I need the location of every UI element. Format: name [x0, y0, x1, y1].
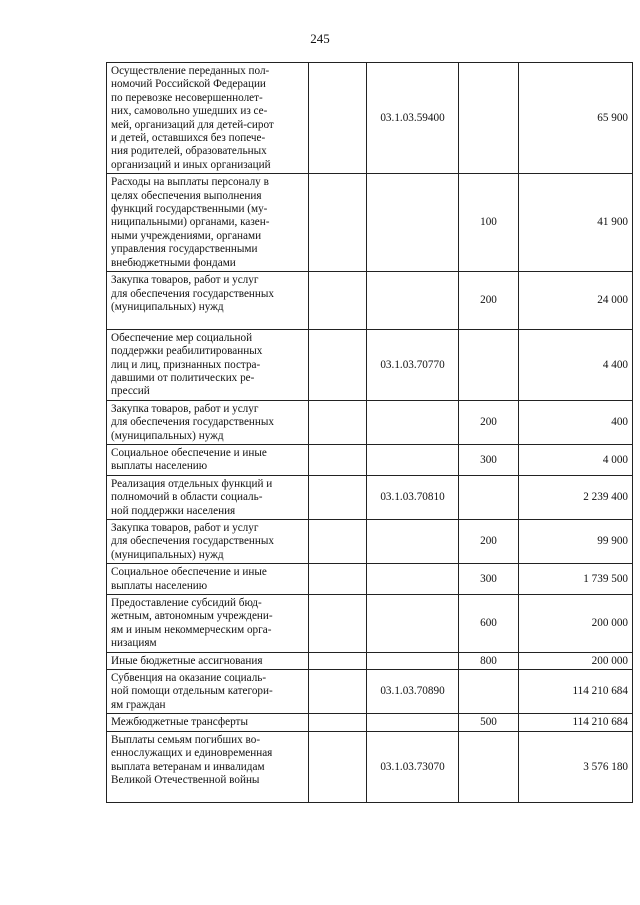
- row-amount-cell: 65 900: [519, 63, 633, 174]
- empty-cell: [309, 174, 367, 272]
- row-name-line: Расходы на выплаты персоналу в: [111, 176, 269, 189]
- row-code-cell: [367, 564, 459, 595]
- row-name-line: Субвенция на оказание социаль-: [111, 672, 267, 685]
- budget-table: [106, 62, 633, 803]
- row-name-line: еннослужащих и единовременная: [111, 747, 273, 760]
- row-name-line: Социальное обеспечение и иные: [111, 566, 267, 579]
- row-amount-cell: 114 210 684: [519, 714, 633, 731]
- table-row: [107, 652, 633, 669]
- row-code-cell: [367, 520, 459, 564]
- row-amount-cell: 1 739 500: [519, 564, 633, 595]
- row-amount-cell: 114 210 684: [519, 670, 633, 714]
- row-name-line: и детей, оставшихся без попече-: [111, 132, 266, 145]
- row-name-line: выплаты населению: [111, 460, 208, 473]
- row-name-cell: [107, 272, 309, 330]
- row-amount-cell: 24 000: [519, 272, 633, 330]
- row-expense-type-cell: 500: [459, 714, 519, 731]
- row-code-cell: 03.1.03.70770: [367, 329, 459, 400]
- row-name-cell: [107, 329, 309, 400]
- row-expense-type-cell: 300: [459, 564, 519, 595]
- row-name-line: выплата ветеранам и инвалидам: [111, 760, 265, 773]
- empty-cell: [309, 329, 367, 400]
- row-code-cell: 03.1.03.73070: [367, 731, 459, 802]
- empty-cell: [309, 444, 367, 475]
- row-expense-type-cell: 200: [459, 400, 519, 444]
- page-number: 245: [310, 31, 330, 46]
- row-name-line: прессий: [111, 385, 150, 398]
- row-name-line: выплаты населению: [111, 579, 208, 592]
- table-row: [107, 714, 633, 731]
- row-name-line: жетным, автономным учреждени-: [111, 610, 273, 623]
- table-row: [107, 444, 633, 475]
- row-name-line: ям граждан: [111, 698, 166, 711]
- row-expense-type-cell: 800: [459, 652, 519, 669]
- row-code-cell: 03.1.03.59400: [367, 63, 459, 174]
- row-code-cell: [367, 714, 459, 731]
- row-name-line: полномочий в области социаль-: [111, 491, 263, 504]
- row-expense-type-cell: [459, 670, 519, 714]
- empty-cell: [309, 63, 367, 174]
- row-code-cell: [367, 272, 459, 330]
- table-row: [107, 595, 633, 653]
- row-name-line: внебюджетными фондами: [111, 256, 236, 269]
- row-amount-cell: 3 576 180: [519, 731, 633, 802]
- row-code-cell: 03.1.03.70810: [367, 475, 459, 519]
- row-name-line: для обеспечения государственных: [111, 535, 275, 548]
- row-amount-cell: 4 000: [519, 444, 633, 475]
- row-amount-cell: 200 000: [519, 652, 633, 669]
- row-expense-type-cell: 300: [459, 444, 519, 475]
- row-name-cell: [107, 400, 309, 444]
- row-name-cell: [107, 444, 309, 475]
- row-name-line: [111, 787, 304, 800]
- row-name-line: поддержки реабилитированных: [111, 345, 263, 358]
- row-name-line: Выплаты семьям погибших во-: [111, 733, 261, 746]
- table-row: [107, 400, 633, 444]
- row-expense-type-cell: 100: [459, 174, 519, 272]
- table-row: [107, 731, 633, 802]
- row-name-line: ям и иным некоммерческим орга-: [111, 623, 272, 636]
- row-name-line: ной помощи отдельным категори-: [111, 685, 273, 698]
- row-name-line: Закупка товаров, работ и услуг: [111, 402, 259, 415]
- row-name-line: Социальное обеспечение и иные: [111, 446, 267, 459]
- table-row: [107, 670, 633, 714]
- row-name-line: Обеспечение мер социальной: [111, 331, 253, 344]
- empty-cell: [309, 400, 367, 444]
- empty-cell: [309, 564, 367, 595]
- row-name-line: для обеспечения государственных: [111, 287, 275, 300]
- row-expense-type-cell: [459, 475, 519, 519]
- empty-cell: [309, 652, 367, 669]
- row-name-line: функций государственными (му-: [111, 203, 268, 216]
- row-name-line: (муниципальных) нужд: [111, 548, 224, 561]
- row-name-cell: [107, 564, 309, 595]
- row-expense-type-cell: 600: [459, 595, 519, 653]
- row-name-line: Иные бюджетные ассигнования: [111, 654, 263, 667]
- row-code-cell: [367, 174, 459, 272]
- table-row: [107, 564, 633, 595]
- row-code-cell: [367, 595, 459, 653]
- row-name-line: Реализация отдельных функций и: [111, 477, 273, 490]
- row-name-cell: [107, 520, 309, 564]
- row-name-line: [111, 314, 304, 327]
- row-name-line: организаций и иных организаций: [111, 158, 271, 171]
- row-name-line: (муниципальных) нужд: [111, 429, 224, 442]
- row-name-line: (муниципальных) нужд: [111, 300, 224, 313]
- row-name-line: Предоставление субсидий бюд-: [111, 597, 262, 610]
- budget-table-body: [107, 63, 633, 803]
- row-expense-type-cell: 200: [459, 272, 519, 330]
- row-amount-cell: 4 400: [519, 329, 633, 400]
- row-name-line: них, самовольно ушедших из се-: [111, 105, 268, 118]
- table-row: [107, 272, 633, 330]
- row-amount-cell: 200 000: [519, 595, 633, 653]
- table-row: [107, 475, 633, 519]
- row-amount-cell: 99 900: [519, 520, 633, 564]
- row-name-line: ниципальными) органами, казен-: [111, 216, 270, 229]
- row-name-cell: [107, 174, 309, 272]
- row-name-line: Великой Отечественной войны: [111, 773, 260, 786]
- row-code-cell: 03.1.03.70890: [367, 670, 459, 714]
- row-name-line: Осуществление переданных пол-: [111, 65, 270, 77]
- table-row: [107, 329, 633, 400]
- empty-cell: [309, 520, 367, 564]
- row-code-cell: [367, 400, 459, 444]
- row-expense-type-cell: 200: [459, 520, 519, 564]
- empty-cell: [309, 475, 367, 519]
- row-name-cell: [107, 63, 309, 174]
- row-name-line: ния родителей, образовательных: [111, 145, 267, 158]
- row-name-cell: [107, 670, 309, 714]
- row-name-line: давшими от политических ре-: [111, 371, 255, 384]
- row-name-line: управления государственными: [111, 243, 258, 256]
- row-name-line: целях обеспечения выполнения: [111, 189, 262, 202]
- row-name-cell: [107, 595, 309, 653]
- row-expense-type-cell: [459, 731, 519, 802]
- row-name-line: ными учреждениями, органами: [111, 229, 262, 242]
- row-name-cell: [107, 731, 309, 802]
- empty-cell: [309, 670, 367, 714]
- row-name-line: Закупка товаров, работ и услуг: [111, 522, 259, 534]
- row-name-line: по перевозке несовершеннолет-: [111, 91, 263, 104]
- table-row: [107, 520, 633, 564]
- row-name-line: Закупка товаров, работ и услуг: [111, 274, 259, 287]
- row-name-line: ной поддержки населения: [111, 504, 236, 517]
- row-name-line: лиц и лиц, признанных постра-: [111, 358, 261, 371]
- empty-cell: [309, 731, 367, 802]
- table-row: [107, 63, 633, 174]
- row-name-line: для обеспечения государственных: [111, 416, 275, 429]
- empty-cell: [309, 714, 367, 731]
- row-expense-type-cell: [459, 329, 519, 400]
- row-name-line: низациям: [111, 637, 157, 650]
- row-code-cell: [367, 652, 459, 669]
- row-name-line: Межбюджетные трансферты: [111, 716, 248, 729]
- empty-cell: [309, 272, 367, 330]
- row-name-cell: [107, 475, 309, 519]
- table-row: [107, 174, 633, 272]
- row-amount-cell: 2 239 400: [519, 475, 633, 519]
- row-expense-type-cell: [459, 63, 519, 174]
- row-name-cell: [107, 714, 309, 731]
- empty-cell: [309, 595, 367, 653]
- row-code-cell: [367, 444, 459, 475]
- row-name-line: мей, организаций для детей-сирот: [111, 118, 274, 131]
- row-amount-cell: 41 900: [519, 174, 633, 272]
- row-amount-cell: 400: [519, 400, 633, 444]
- row-name-line: номочий Российской Федерации: [111, 78, 266, 91]
- row-name-cell: [107, 652, 309, 669]
